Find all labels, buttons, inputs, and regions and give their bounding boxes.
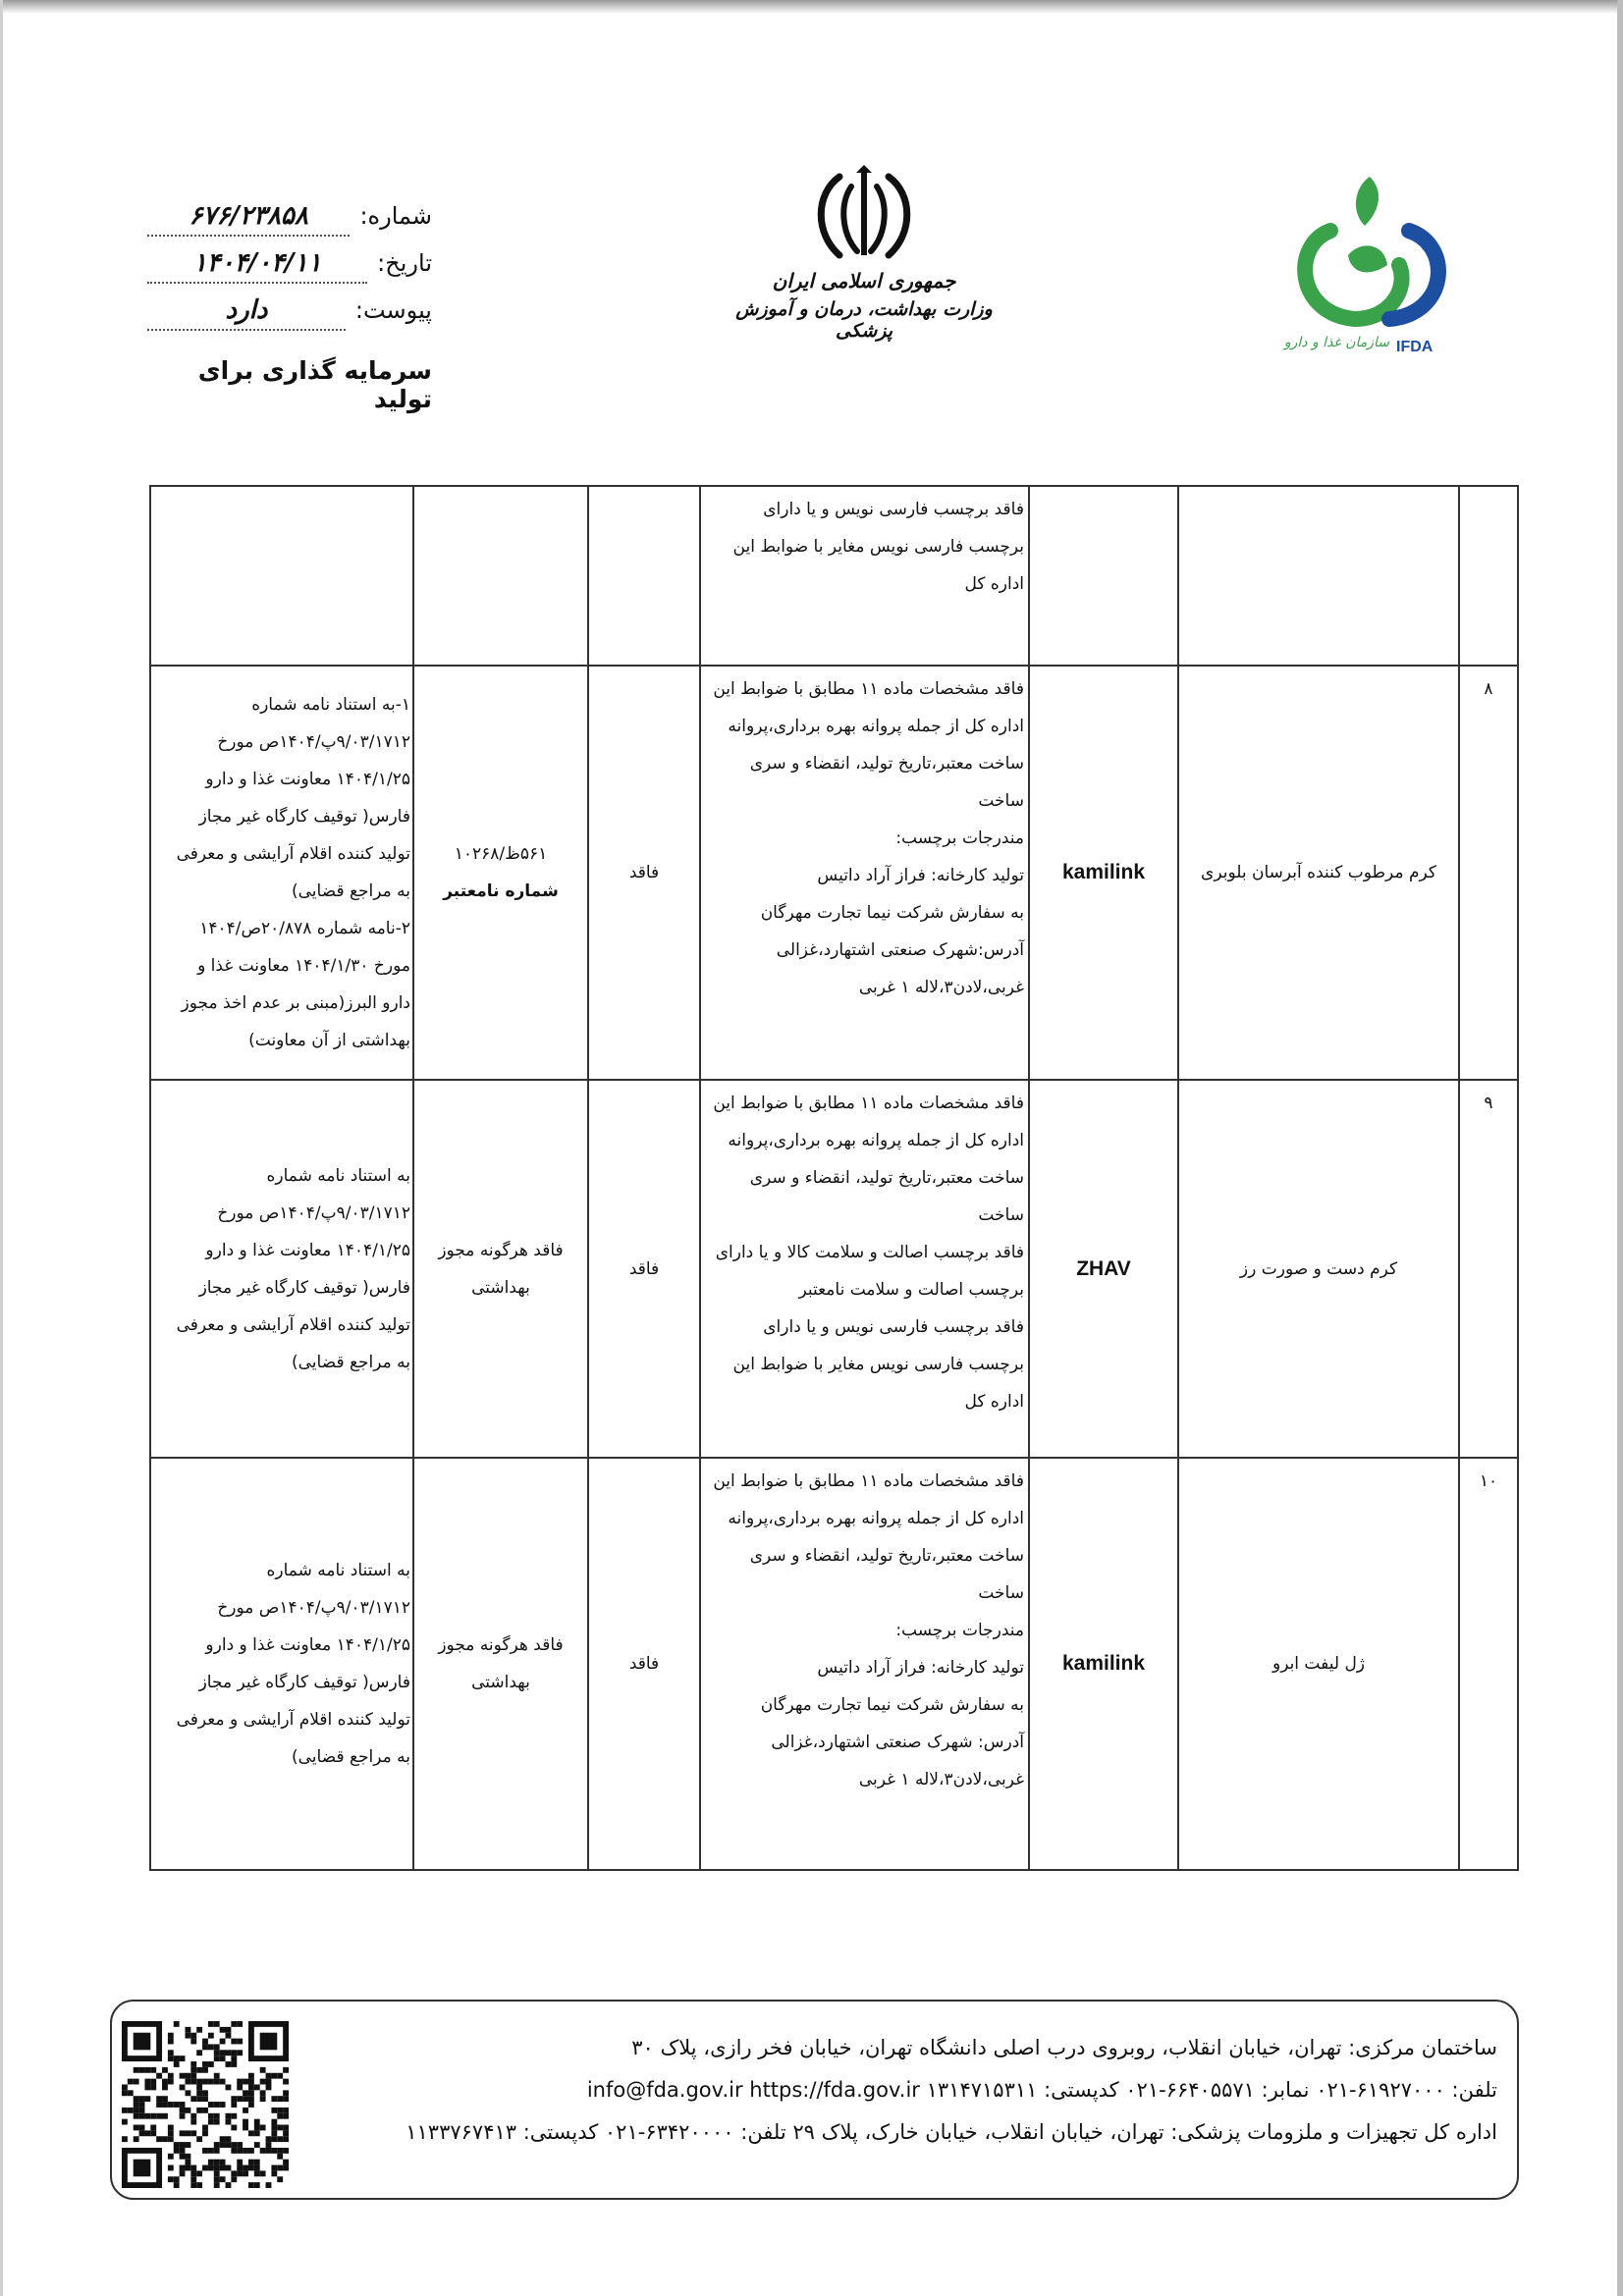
brand-cell [1029, 486, 1178, 666]
status-cell: فاقد [588, 1458, 700, 1870]
basis-line: به مراجع قضایی) [291, 881, 410, 901]
description-line: فاقد برچسب اصالت و سلامت کالا و یا دارای [715, 1243, 1024, 1262]
product-name-cell [1178, 486, 1459, 666]
table-row [150, 666, 1518, 1080]
license-cell [413, 666, 588, 1080]
basis-line: به مراجع قضایی) [291, 1747, 410, 1767]
description-line: فاقد برچسب فارسی نویس و یا دارای [763, 1317, 1024, 1337]
iran-emblem-icon [810, 165, 918, 263]
qr-code-icon [122, 2021, 289, 2188]
description-line: اداره کل [964, 1392, 1024, 1412]
description-line: برچسب اصالت و سلامت نامعتبر [798, 1280, 1024, 1300]
scan-edge-right [1617, 0, 1623, 2296]
row-number-cell: ۹ [1459, 1080, 1518, 1458]
table-row [150, 1080, 1518, 1458]
basis-line: تولید کننده اقلام آرایشی و معرفی [176, 1314, 410, 1335]
basis-line: ۱۴۰۴/۱/۲۵ معاونت غذا و دارو [205, 770, 410, 789]
description-line: تولید کارخانه: فراز آراد داتیس [817, 866, 1024, 885]
basis-line: به مراجع قضایی) [291, 1352, 410, 1372]
basis-line: ۲-نامه شماره ۲۰/۸۷۸ص/۱۴۰۴ [199, 919, 410, 938]
legal-basis-cell [150, 1080, 413, 1458]
description-line: اداره کل از جمله پروانه بهره برداری،پروانه [728, 1509, 1024, 1528]
legal-basis-cell [150, 486, 413, 666]
date-label: تاریخ: [377, 249, 432, 277]
emblem-line-2: وزارت بهداشت، درمان و آموزش پزشکی [735, 298, 993, 342]
row-number-cell [1459, 486, 1518, 666]
description-line: ساخت معتبر،تاریخ تولید، انقضاء و سری [749, 1546, 1024, 1566]
description-line: فاقد مشخصات ماده ۱۱ مطابق با ضوابط این [713, 1471, 1024, 1491]
violation-description-cell [700, 666, 1029, 1080]
footer-contact-text [275, 2027, 1497, 2154]
brand-cell: kamilink [1029, 1458, 1178, 1870]
ifda-leaf-icon [1271, 172, 1468, 334]
description-line: غربی،لادن۳،لاله ۱ غربی [858, 1770, 1024, 1789]
license-cell [413, 1080, 588, 1458]
slogan: سرمایه گذاری برای تولید [197, 356, 432, 413]
date-row [147, 248, 432, 295]
ifda-org-name: سازمان غذا و دارو [1283, 335, 1389, 350]
row-number-cell: ۱۰ [1459, 1458, 1518, 1870]
basis-line: ۱۴۰۴/۱/۲۵ معاونت غذا و دارو [205, 1240, 410, 1260]
footer-devices-office: اداره کل تجهیزات و ملزومات پزشکی: تهران، خیابان انقلاب، خیابان خارک، پلاک ۲۹ تلفن: ۶۳۴۲۰۰۰۰-۰۲۱ کدپستی: ۱۱۳۳۷۶۷۴۱۳ [406, 2120, 1497, 2144]
basis-line: فارس( توقیف کارگاه غیر مجاز [198, 1673, 410, 1692]
description-line: آدرس:شهرک صنعتی اشتهارد،غزالی [776, 940, 1024, 960]
license-value: ۵۶۱ظ/۱۰۲۶۸ [454, 844, 548, 864]
number-row [147, 201, 432, 248]
basis-line: دارو البرز(مبنی بر عدم اخذ مجوز [181, 993, 410, 1013]
basis-line: به استناد نامه شماره [266, 1165, 410, 1186]
number-value: ۶۷۶/۲۳۸۵۸ [147, 201, 350, 237]
basis-line: فارس( توقیف کارگاه غیر مجاز [198, 1277, 410, 1298]
letter-meta [147, 201, 432, 413]
description-line: ساخت [978, 791, 1024, 811]
table-row [150, 1458, 1518, 1870]
brand-cell: kamilink [1029, 666, 1178, 1080]
legal-basis-cell [150, 1458, 413, 1870]
basis-line: تولید کننده اقلام آرایشی و معرفی [176, 844, 410, 864]
description-line: فاقد مشخصات ماده ۱۱ مطابق با ضوابط این [713, 679, 1024, 699]
description-line: آدرس: شهرک صنعتی اشتهارد،غزالی [771, 1733, 1024, 1752]
products-table-body [150, 486, 1518, 1870]
description-line: فاقد برچسب فارسی نویس و یا دارای [763, 500, 1024, 519]
description-line: برچسب فارسی نویس مغایر با ضوابط این [732, 1355, 1024, 1374]
product-name-cell: کرم مرطوب کننده آبرسان بلوبری [1178, 666, 1459, 1080]
description-line: ساخت معتبر،تاریخ تولید، انقضاء و سری [749, 1168, 1024, 1188]
attachment-value: دارد [147, 295, 346, 331]
description-line: فاقد مشخصات ماده ۱۱ مطابق با ضوابط این [713, 1094, 1024, 1113]
attachment-row [147, 295, 432, 343]
attachment-label: پیوست: [354, 296, 432, 324]
violation-description-cell [700, 1080, 1029, 1458]
basis-line: ۱۴۰۴/۱/۲۵ معاونت غذا و دارو [205, 1635, 410, 1655]
status-cell: فاقد [588, 1080, 700, 1458]
basis-line: مورخ ۱۴۰۴/۱/۳۰ معاونت غذا و [197, 956, 410, 976]
description-line: اداره کل از جمله پروانه بهره برداری،پروانه [728, 1131, 1024, 1150]
basis-line: به استناد نامه شماره [266, 1561, 410, 1580]
basis-line: ۹/۰۳/۱۷۱۲پ/۱۴۰۴ص مورخ [217, 1202, 410, 1223]
scan-edge-left [0, 0, 3, 2296]
status-cell [588, 486, 700, 666]
basis-line: ۹/۰۳/۱۷۱۲پ/۱۴۰۴ص مورخ [217, 732, 410, 752]
description-line: مندرجات برچسب: [895, 828, 1024, 848]
number-label: شماره: [359, 202, 432, 230]
description-line: غربی،لادن۳،لاله ۱ غربی [858, 978, 1024, 997]
basis-line: ۱-به استناد نامه شماره [251, 695, 410, 715]
license-note: شماره نامعتبر [443, 881, 559, 901]
license-value: فاقد هرگونه مجوز بهداشتی [438, 1240, 564, 1298]
legal-basis-cell [150, 666, 413, 1080]
basis-line: تولید کننده اقلام آرایشی و معرفی [176, 1710, 410, 1730]
violation-description-cell [700, 486, 1029, 666]
basis-line: بهداشتی از آن معاونت) [248, 1031, 410, 1050]
scan-edge-top [0, 0, 1623, 14]
date-value: ۱۴۰۴/۰۴/۱۱ [147, 248, 367, 284]
emblem-line-1: جمهوری اسلامی ایران [772, 269, 956, 293]
brand-cell: ZHAV [1029, 1080, 1178, 1458]
row-number-cell: ۸ [1459, 666, 1518, 1080]
product-name-cell: کرم دست و صورت رز [1178, 1080, 1459, 1458]
description-line: به سفارش شرکت نیما تجارت مهرگان [760, 903, 1024, 923]
footer-contact: تلفن: ۶۱۹۲۷۰۰۰-۰۲۱ نمابر: ۶۶۴۰۵۵۷۱-۰۲۱ کدپستی: ۱۳۱۴۷۱۵۳۱۱ info@fda.gov.ir https://fda.gov.ir [586, 2078, 1497, 2102]
basis-line: ۹/۰۳/۱۷۱۲پ/۱۴۰۴ص مورخ [217, 1598, 410, 1618]
footer-box [110, 2000, 1519, 2200]
table-row [150, 486, 1518, 666]
description-line: تولید کارخانه: فراز آراد داتیس [817, 1658, 1024, 1678]
product-name-cell: ژل لیفت ابرو [1178, 1458, 1459, 1870]
description-line: ساخت [978, 1205, 1024, 1225]
products-table [149, 485, 1519, 1871]
status-cell: فاقد [588, 666, 700, 1080]
iran-emblem-block [707, 165, 1021, 342]
description-line: مندرجات برچسب: [895, 1621, 1024, 1640]
description-line: اداره کل از جمله پروانه بهره برداری،پروانه [728, 717, 1024, 736]
license-value: فاقد هرگونه مجوز بهداشتی [438, 1635, 564, 1692]
description-line: ساخت [978, 1583, 1024, 1603]
license-cell [413, 486, 588, 666]
description-line: ساخت معتبر،تاریخ تولید، انقضاء و سری [749, 754, 1024, 774]
basis-line: فارس( توقیف کارگاه غیر مجاز [198, 807, 410, 827]
violation-description-cell [700, 1458, 1029, 1870]
description-line: برچسب فارسی نویس مغایر با ضوابط این [732, 537, 1024, 557]
description-line: اداره کل [964, 574, 1024, 594]
ifda-wordmark: IFDA [1396, 339, 1434, 355]
ifda-logo [1271, 172, 1468, 368]
description-line: به سفارش شرکت نیما تجارت مهرگان [760, 1695, 1024, 1715]
license-cell [413, 1458, 588, 1870]
footer-address: ساختمان مرکزی: تهران، خیابان انقلاب، روبروی درب اصلی دانشگاه تهران، خیابان فخر رازی، پلاک ۳۰ [631, 2036, 1497, 2059]
